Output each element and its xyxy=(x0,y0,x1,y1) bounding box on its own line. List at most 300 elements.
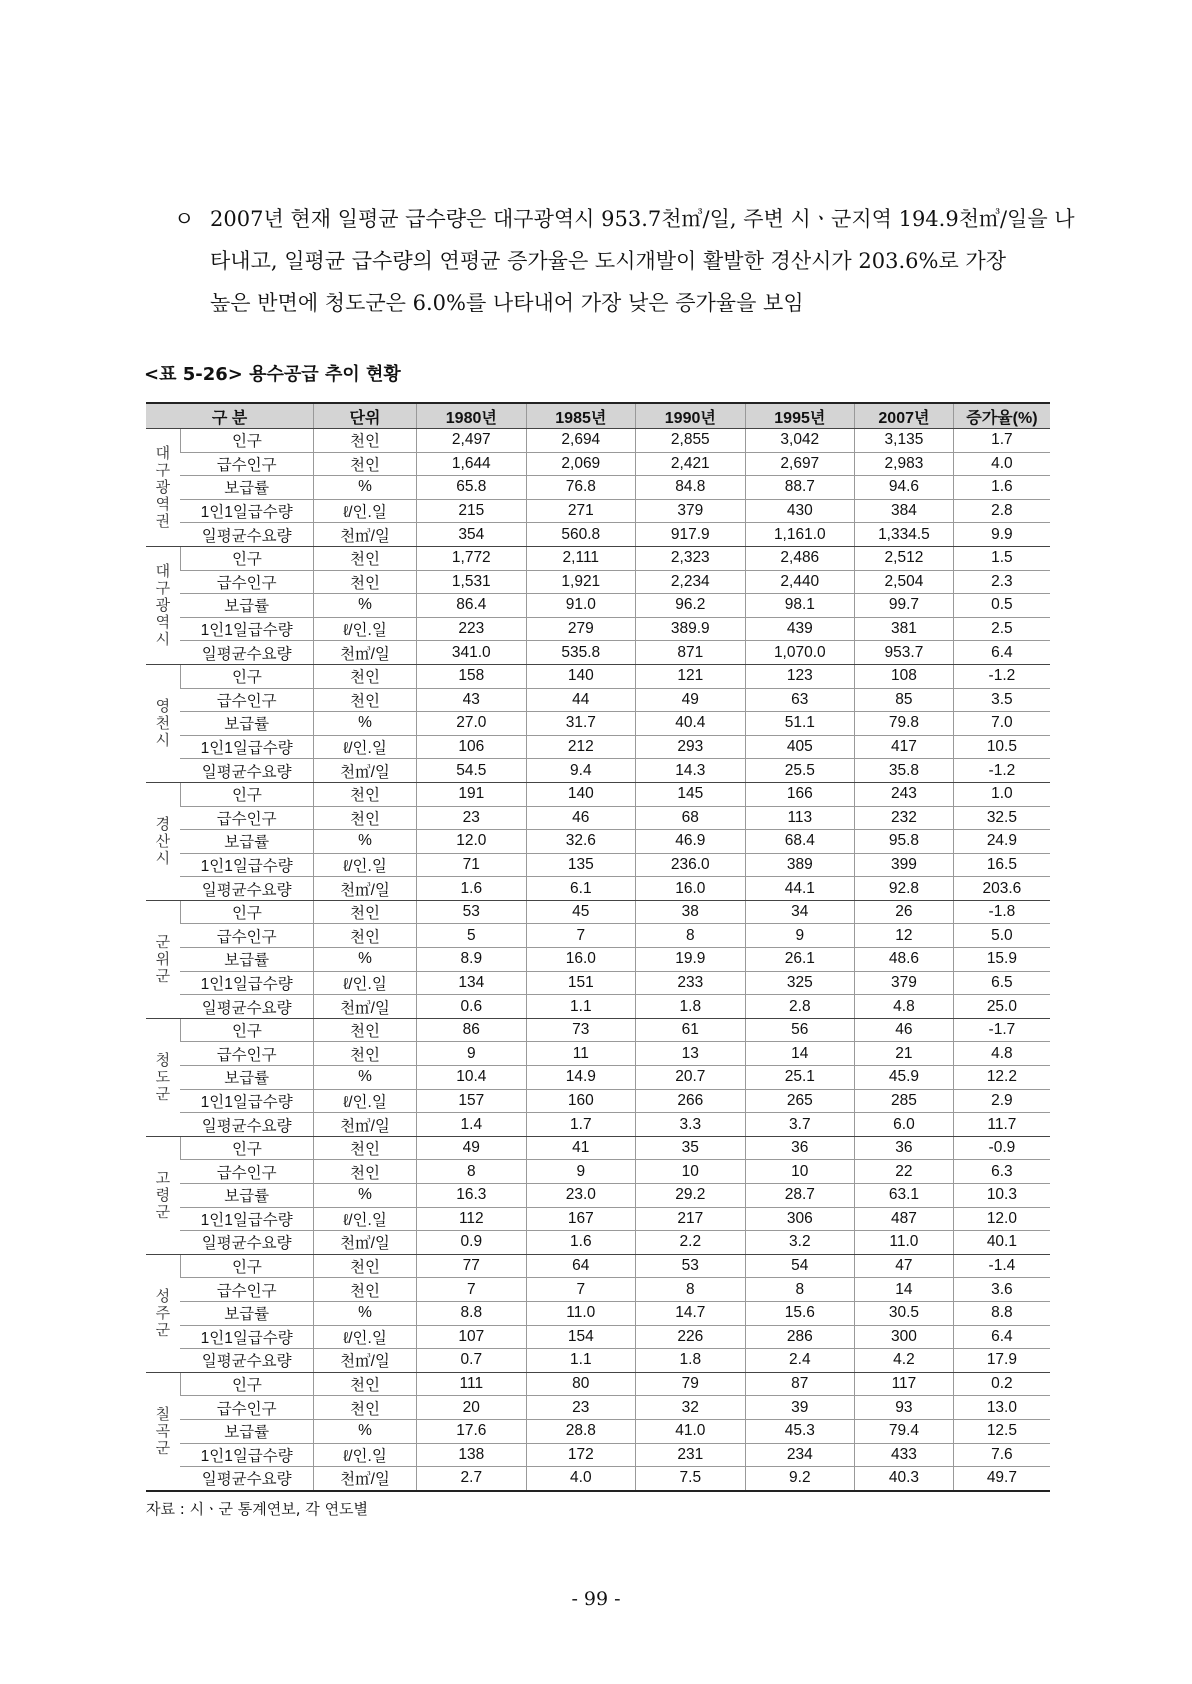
table-row xyxy=(146,995,1050,1019)
growth-rate-cell: 7.0 xyxy=(953,712,1050,736)
value-1990: 19.9 xyxy=(636,948,746,972)
value-1995: 44.1 xyxy=(745,877,855,901)
value-1980: 43 xyxy=(417,688,527,712)
value-2007: 85 xyxy=(855,688,954,712)
value-2007: 4.2 xyxy=(855,1349,954,1373)
value-1985: 11 xyxy=(526,1042,636,1066)
value-1980: 23 xyxy=(417,806,527,830)
table-row xyxy=(146,1207,1050,1231)
value-1995: 25.1 xyxy=(745,1066,855,1090)
unit-cell: 천인 xyxy=(313,782,416,806)
value-1995: 2.8 xyxy=(745,995,855,1019)
value-1990: 3.3 xyxy=(636,1113,746,1137)
item-cell: 급수인구 xyxy=(180,452,313,476)
value-1995: 9 xyxy=(745,924,855,948)
header-1990: 1990년 xyxy=(636,403,746,429)
value-2007: 35.8 xyxy=(855,759,954,783)
growth-rate-cell: 4.0 xyxy=(953,452,1050,476)
value-1990: 389.9 xyxy=(636,617,746,641)
growth-rate-cell: -0.9 xyxy=(953,1136,1050,1160)
unit-cell: 천㎥/일 xyxy=(313,523,416,547)
value-1985: 9 xyxy=(526,1160,636,1184)
table-row xyxy=(146,476,1050,500)
value-1990: 8 xyxy=(636,924,746,948)
value-1980: 12.0 xyxy=(417,830,527,854)
item-cell: 급수인구 xyxy=(180,806,313,830)
value-2007: 285 xyxy=(855,1089,954,1113)
value-1990: 84.8 xyxy=(636,476,746,500)
growth-rate-cell: 7.6 xyxy=(953,1443,1050,1467)
value-1990: 2,855 xyxy=(636,429,746,453)
unit-cell: ℓ/인.일 xyxy=(313,1207,416,1231)
value-1980: 138 xyxy=(417,1443,527,1467)
value-2007: 92.8 xyxy=(855,877,954,901)
table-source-note: 자료 : 시ㆍ군 통계연보, 각 연도별 xyxy=(146,1500,369,1518)
value-1995: 51.1 xyxy=(745,712,855,736)
value-1980: 27.0 xyxy=(417,712,527,736)
value-1995: 389 xyxy=(745,853,855,877)
table-row xyxy=(146,664,1050,688)
unit-cell: ℓ/인.일 xyxy=(313,735,416,759)
value-1980: 158 xyxy=(417,664,527,688)
value-1995: 54 xyxy=(745,1254,855,1278)
unit-cell: 천인 xyxy=(313,1042,416,1066)
table-row xyxy=(146,641,1050,665)
value-2007: 6.0 xyxy=(855,1113,954,1137)
growth-rate-cell: 12.5 xyxy=(953,1419,1050,1443)
table-row xyxy=(146,452,1050,476)
growth-rate-cell: 17.9 xyxy=(953,1349,1050,1373)
value-2007: 232 xyxy=(855,806,954,830)
value-1980: 71 xyxy=(417,853,527,877)
value-1980: 16.3 xyxy=(417,1184,527,1208)
item-cell: 1인1일급수량 xyxy=(180,735,313,759)
region-label: 성주군 xyxy=(146,1254,180,1372)
item-cell: 일평균수요량 xyxy=(180,1467,313,1491)
value-2007: 117 xyxy=(855,1372,954,1396)
value-1980: 17.6 xyxy=(417,1419,527,1443)
growth-rate-cell: 11.7 xyxy=(953,1113,1050,1137)
unit-cell: % xyxy=(313,1419,416,1443)
unit-cell: ℓ/인.일 xyxy=(313,1325,416,1349)
value-1985: 151 xyxy=(526,971,636,995)
item-cell: 보급률 xyxy=(180,1066,313,1090)
growth-rate-cell: 9.9 xyxy=(953,523,1050,547)
table-row xyxy=(146,1372,1050,1396)
growth-rate-cell: 32.5 xyxy=(953,806,1050,830)
table-row xyxy=(146,1254,1050,1278)
value-2007: 40.3 xyxy=(855,1467,954,1491)
value-1985: 14.9 xyxy=(526,1066,636,1090)
value-2007: 36 xyxy=(855,1136,954,1160)
value-1990: 2,234 xyxy=(636,570,746,594)
value-1995: 88.7 xyxy=(745,476,855,500)
value-1980: 54.5 xyxy=(417,759,527,783)
value-1990: 233 xyxy=(636,971,746,995)
value-1995: 123 xyxy=(745,664,855,688)
value-2007: 99.7 xyxy=(855,594,954,618)
item-cell: 급수인구 xyxy=(180,924,313,948)
header-growth-rate: 증가율(%) xyxy=(953,403,1050,429)
table-row xyxy=(146,1018,1050,1042)
table-row xyxy=(146,900,1050,924)
growth-rate-cell: 203.6 xyxy=(953,877,1050,901)
value-1995: 34 xyxy=(745,900,855,924)
unit-cell: % xyxy=(313,1184,416,1208)
value-2007: 417 xyxy=(855,735,954,759)
value-1980: 354 xyxy=(417,523,527,547)
item-cell: 인구 xyxy=(180,1018,313,1042)
table-row xyxy=(146,1419,1050,1443)
value-1980: 10.4 xyxy=(417,1066,527,1090)
value-1995: 68.4 xyxy=(745,830,855,854)
value-2007: 2,504 xyxy=(855,570,954,594)
value-1985: 73 xyxy=(526,1018,636,1042)
region-label: 고령군 xyxy=(146,1136,180,1254)
item-cell: 1인1일급수량 xyxy=(180,971,313,995)
value-1995: 14 xyxy=(745,1042,855,1066)
table-row xyxy=(146,1113,1050,1137)
table-body xyxy=(146,429,1050,1491)
item-cell: 보급률 xyxy=(180,948,313,972)
value-1980: 107 xyxy=(417,1325,527,1349)
value-2007: 1,334.5 xyxy=(855,523,954,547)
value-1995: 98.1 xyxy=(745,594,855,618)
unit-cell: ℓ/인.일 xyxy=(313,971,416,995)
value-1990: 231 xyxy=(636,1443,746,1467)
value-2007: 26 xyxy=(855,900,954,924)
value-1980: 2.7 xyxy=(417,1467,527,1491)
value-1990: 8 xyxy=(636,1278,746,1302)
value-1985: 23 xyxy=(526,1396,636,1420)
region-label: 대구광역시 xyxy=(146,546,180,664)
table-row xyxy=(146,1066,1050,1090)
table-row xyxy=(146,1467,1050,1491)
value-1985: 32.6 xyxy=(526,830,636,854)
value-1995: 430 xyxy=(745,499,855,523)
item-cell: 인구 xyxy=(180,546,313,570)
value-1995: 2.4 xyxy=(745,1349,855,1373)
value-1990: 29.2 xyxy=(636,1184,746,1208)
item-cell: 인구 xyxy=(180,782,313,806)
value-1985: 535.8 xyxy=(526,641,636,665)
table-row xyxy=(146,735,1050,759)
value-1980: 111 xyxy=(417,1372,527,1396)
value-1985: 1.6 xyxy=(526,1231,636,1255)
growth-rate-cell: 15.9 xyxy=(953,948,1050,972)
item-cell: 인구 xyxy=(180,1372,313,1396)
value-2007: 45.9 xyxy=(855,1066,954,1090)
value-1985: 140 xyxy=(526,782,636,806)
value-1985: 167 xyxy=(526,1207,636,1231)
value-1980: 1,644 xyxy=(417,452,527,476)
value-2007: 2,983 xyxy=(855,452,954,476)
value-2007: 63.1 xyxy=(855,1184,954,1208)
table-row xyxy=(146,617,1050,641)
unit-cell: % xyxy=(313,712,416,736)
unit-cell: 천인 xyxy=(313,924,416,948)
value-1995: 3,042 xyxy=(745,429,855,453)
value-1990: 145 xyxy=(636,782,746,806)
value-1990: 217 xyxy=(636,1207,746,1231)
value-1985: 11.0 xyxy=(526,1301,636,1325)
growth-rate-cell: 40.1 xyxy=(953,1231,1050,1255)
table-row xyxy=(146,1396,1050,1420)
value-1990: 68 xyxy=(636,806,746,830)
value-1985: 46 xyxy=(526,806,636,830)
value-1985: 44 xyxy=(526,688,636,712)
value-1990: 49 xyxy=(636,688,746,712)
value-1990: 293 xyxy=(636,735,746,759)
unit-cell: 천인 xyxy=(313,429,416,453)
growth-rate-cell: 6.3 xyxy=(953,1160,1050,1184)
value-1985: 28.8 xyxy=(526,1419,636,1443)
value-2007: 4.8 xyxy=(855,995,954,1019)
paragraph-line: 높은 반면에 청도군은 6.0%를 나타내어 가장 낮은 증가율을 보임 xyxy=(210,291,804,315)
value-1980: 8 xyxy=(417,1160,527,1184)
header-1985: 1985년 xyxy=(526,403,636,429)
value-2007: 379 xyxy=(855,971,954,995)
table-row xyxy=(146,948,1050,972)
value-1995: 10 xyxy=(745,1160,855,1184)
value-1995: 2,697 xyxy=(745,452,855,476)
value-1980: 65.8 xyxy=(417,476,527,500)
growth-rate-cell: 16.5 xyxy=(953,853,1050,877)
value-1985: 4.0 xyxy=(526,1467,636,1491)
value-2007: 384 xyxy=(855,499,954,523)
table-row xyxy=(146,830,1050,854)
item-cell: 급수인구 xyxy=(180,688,313,712)
value-1985: 91.0 xyxy=(526,594,636,618)
unit-cell: 천인 xyxy=(313,688,416,712)
value-1990: 20.7 xyxy=(636,1066,746,1090)
unit-cell: ℓ/인.일 xyxy=(313,617,416,641)
value-1990: 14.3 xyxy=(636,759,746,783)
value-1990: 38 xyxy=(636,900,746,924)
unit-cell: ℓ/인.일 xyxy=(313,499,416,523)
value-1980: 0.7 xyxy=(417,1349,527,1373)
table-row xyxy=(146,1042,1050,1066)
unit-cell: 천㎥/일 xyxy=(313,1349,416,1373)
table-row xyxy=(146,1089,1050,1113)
value-2007: 94.6 xyxy=(855,476,954,500)
item-cell: 일평균수요량 xyxy=(180,877,313,901)
growth-rate-cell: 4.8 xyxy=(953,1042,1050,1066)
region-label: 군위군 xyxy=(146,900,180,1018)
header-unit: 단위 xyxy=(313,403,416,429)
value-1995: 9.2 xyxy=(745,1467,855,1491)
value-1990: 14.7 xyxy=(636,1301,746,1325)
table-row xyxy=(146,1443,1050,1467)
value-1995: 306 xyxy=(745,1207,855,1231)
table-row xyxy=(146,712,1050,736)
value-1990: 35 xyxy=(636,1136,746,1160)
value-1990: 2,421 xyxy=(636,452,746,476)
value-1985: 31.7 xyxy=(526,712,636,736)
value-2007: 12 xyxy=(855,924,954,948)
value-1995: 39 xyxy=(745,1396,855,1420)
value-1985: 1.7 xyxy=(526,1113,636,1137)
value-2007: 108 xyxy=(855,664,954,688)
item-cell: 인구 xyxy=(180,900,313,924)
growth-rate-cell: -1.4 xyxy=(953,1254,1050,1278)
value-2007: 399 xyxy=(855,853,954,877)
item-cell: 급수인구 xyxy=(180,570,313,594)
table-row xyxy=(146,523,1050,547)
value-1990: 7.5 xyxy=(636,1467,746,1491)
table-header-row xyxy=(146,403,1050,429)
value-1980: 0.6 xyxy=(417,995,527,1019)
value-2007: 46 xyxy=(855,1018,954,1042)
value-1985: 6.1 xyxy=(526,877,636,901)
table-row xyxy=(146,1184,1050,1208)
growth-rate-cell: 2.9 xyxy=(953,1089,1050,1113)
item-cell: 일평균수요량 xyxy=(180,1113,313,1137)
value-1995: 405 xyxy=(745,735,855,759)
table-row xyxy=(146,429,1050,453)
value-2007: 2,512 xyxy=(855,546,954,570)
unit-cell: 천㎥/일 xyxy=(313,877,416,901)
item-cell: 1인1일급수량 xyxy=(180,1325,313,1349)
value-1980: 1.6 xyxy=(417,877,527,901)
value-1985: 2,069 xyxy=(526,452,636,476)
value-1995: 3.7 xyxy=(745,1113,855,1137)
item-cell: 1인1일급수량 xyxy=(180,1443,313,1467)
value-1990: 379 xyxy=(636,499,746,523)
unit-cell: 천㎥/일 xyxy=(313,995,416,1019)
value-1995: 325 xyxy=(745,971,855,995)
value-2007: 953.7 xyxy=(855,641,954,665)
growth-rate-cell: 13.0 xyxy=(953,1396,1050,1420)
value-1985: 160 xyxy=(526,1089,636,1113)
table-row xyxy=(146,853,1050,877)
value-1980: 223 xyxy=(417,617,527,641)
value-1985: 212 xyxy=(526,735,636,759)
value-2007: 22 xyxy=(855,1160,954,1184)
item-cell: 보급률 xyxy=(180,712,313,736)
item-cell: 급수인구 xyxy=(180,1042,313,1066)
value-1990: 871 xyxy=(636,641,746,665)
unit-cell: 천인 xyxy=(313,1136,416,1160)
value-1985: 1,921 xyxy=(526,570,636,594)
value-1985: 23.0 xyxy=(526,1184,636,1208)
unit-cell: 천인 xyxy=(313,1372,416,1396)
value-2007: 30.5 xyxy=(855,1301,954,1325)
value-1995: 1,070.0 xyxy=(745,641,855,665)
value-2007: 47 xyxy=(855,1254,954,1278)
unit-cell: 천인 xyxy=(313,1018,416,1042)
value-1995: 63 xyxy=(745,688,855,712)
table-row xyxy=(146,782,1050,806)
value-1990: 96.2 xyxy=(636,594,746,618)
value-1995: 8 xyxy=(745,1278,855,1302)
value-1980: 157 xyxy=(417,1089,527,1113)
water-supply-table xyxy=(146,402,1050,1492)
item-cell: 1인1일급수량 xyxy=(180,853,313,877)
header-1980: 1980년 xyxy=(417,403,527,429)
value-1980: 8.9 xyxy=(417,948,527,972)
region-label: 청도군 xyxy=(146,1018,180,1136)
value-2007: 79.8 xyxy=(855,712,954,736)
growth-rate-cell: 1.0 xyxy=(953,782,1050,806)
unit-cell: % xyxy=(313,476,416,500)
unit-cell: 천인 xyxy=(313,1396,416,1420)
unit-cell: 천인 xyxy=(313,900,416,924)
value-2007: 14 xyxy=(855,1278,954,1302)
table-row xyxy=(146,1349,1050,1373)
value-2007: 48.6 xyxy=(855,948,954,972)
value-1990: 1.8 xyxy=(636,995,746,1019)
table-row xyxy=(146,924,1050,948)
value-1985: 16.0 xyxy=(526,948,636,972)
growth-rate-cell: 0.5 xyxy=(953,594,1050,618)
value-1995: 26.1 xyxy=(745,948,855,972)
item-cell: 보급률 xyxy=(180,594,313,618)
table-row xyxy=(146,1136,1050,1160)
value-1985: 2,694 xyxy=(526,429,636,453)
value-1990: 41.0 xyxy=(636,1419,746,1443)
value-1990: 226 xyxy=(636,1325,746,1349)
unit-cell: 천㎥/일 xyxy=(313,759,416,783)
value-1980: 1,772 xyxy=(417,546,527,570)
value-1985: 64 xyxy=(526,1254,636,1278)
growth-rate-cell: 6.4 xyxy=(953,641,1050,665)
value-1980: 2,497 xyxy=(417,429,527,453)
unit-cell: ℓ/인.일 xyxy=(313,853,416,877)
growth-rate-cell: 10.3 xyxy=(953,1184,1050,1208)
value-1980: 86.4 xyxy=(417,594,527,618)
value-1980: 20 xyxy=(417,1396,527,1420)
table-row xyxy=(146,688,1050,712)
growth-rate-cell: 25.0 xyxy=(953,995,1050,1019)
unit-cell: % xyxy=(313,594,416,618)
value-1980: 1,531 xyxy=(417,570,527,594)
growth-rate-cell: 3.6 xyxy=(953,1278,1050,1302)
value-1990: 13 xyxy=(636,1042,746,1066)
growth-rate-cell: 1.5 xyxy=(953,546,1050,570)
value-1995: 439 xyxy=(745,617,855,641)
table-row xyxy=(146,594,1050,618)
item-cell: 보급률 xyxy=(180,1184,313,1208)
item-cell: 인구 xyxy=(180,429,313,453)
region-label: 칠곡군 xyxy=(146,1372,180,1490)
growth-rate-cell: 2.5 xyxy=(953,617,1050,641)
unit-cell: 천인 xyxy=(313,1254,416,1278)
item-cell: 일평균수요량 xyxy=(180,641,313,665)
header-category: 구 분 xyxy=(146,403,313,429)
value-1980: 215 xyxy=(417,499,527,523)
page-number: - 99 - xyxy=(571,1588,621,1610)
value-1995: 166 xyxy=(745,782,855,806)
unit-cell: 천인 xyxy=(313,570,416,594)
growth-rate-cell: -1.7 xyxy=(953,1018,1050,1042)
region-label: 대구광역권 xyxy=(146,429,180,547)
value-1990: 16.0 xyxy=(636,877,746,901)
growth-rate-cell: 1.7 xyxy=(953,429,1050,453)
item-cell: 급수인구 xyxy=(180,1160,313,1184)
value-1995: 3.2 xyxy=(745,1231,855,1255)
header-2007: 2007년 xyxy=(855,403,954,429)
value-2007: 21 xyxy=(855,1042,954,1066)
item-cell: 보급률 xyxy=(180,1301,313,1325)
value-1985: 1.1 xyxy=(526,995,636,1019)
value-1985: 140 xyxy=(526,664,636,688)
value-1990: 40.4 xyxy=(636,712,746,736)
value-1990: 917.9 xyxy=(636,523,746,547)
value-1980: 5 xyxy=(417,924,527,948)
value-1985: 560.8 xyxy=(526,523,636,547)
value-1990: 61 xyxy=(636,1018,746,1042)
